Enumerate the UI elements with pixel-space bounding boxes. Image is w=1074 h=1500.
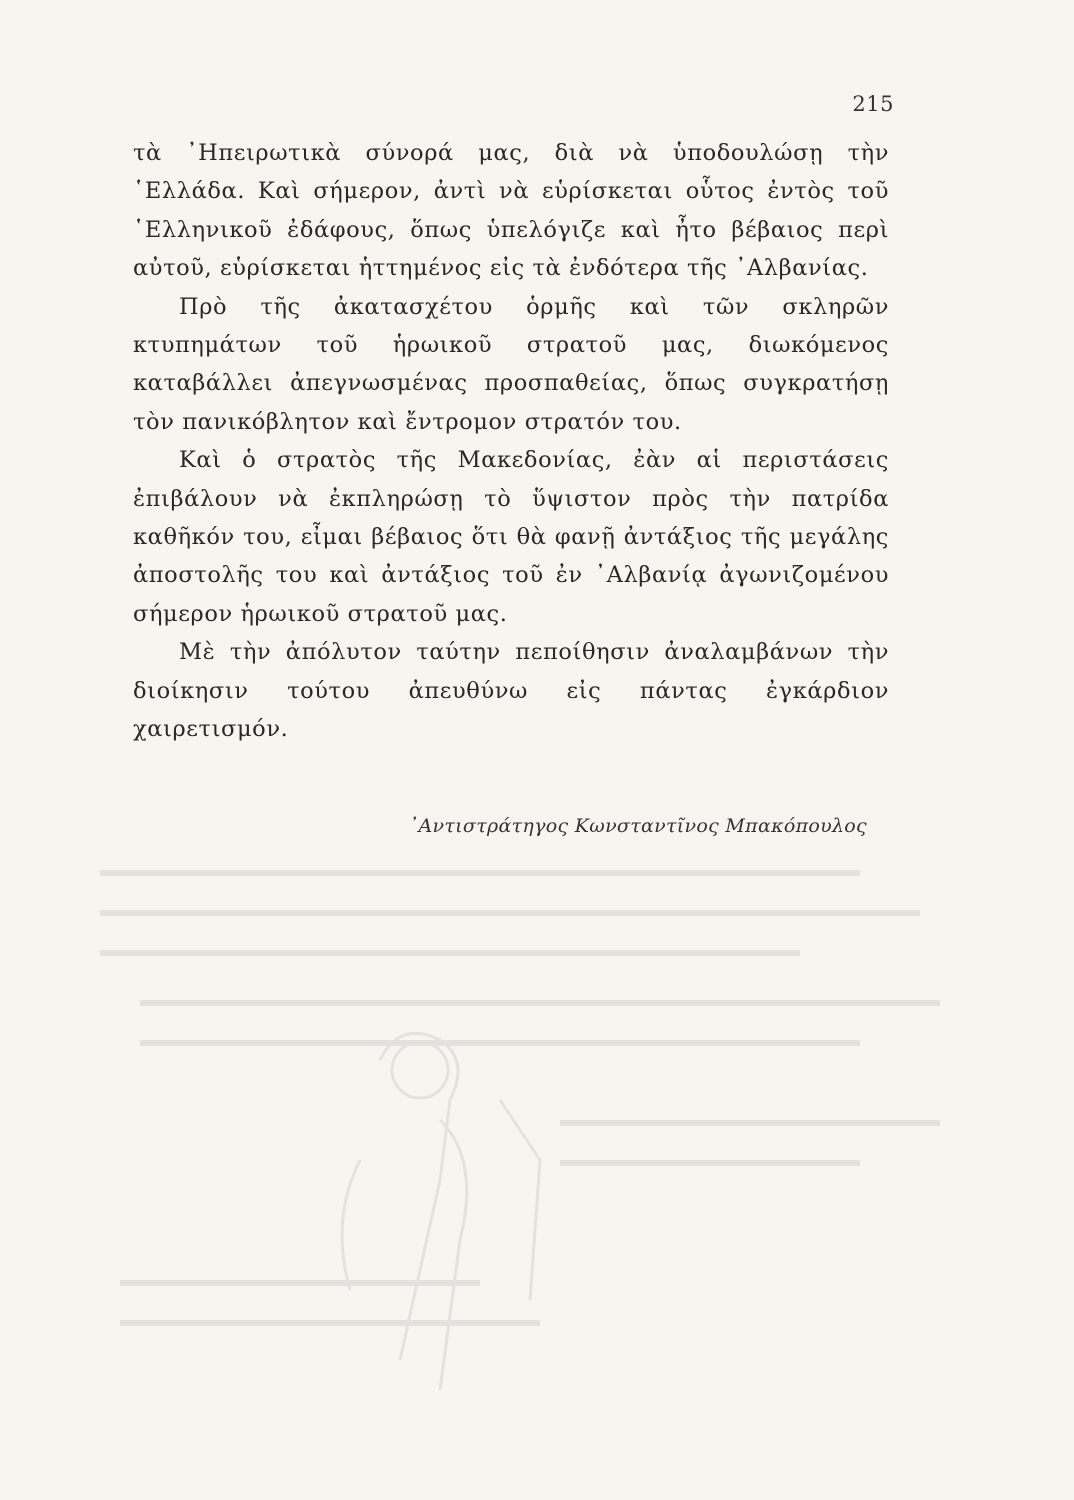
body-text	[133, 134, 889, 749]
paragraph: Μὲ τὴν ἀπόλυτον ταύτην πεποίθησιν ἀναλαμβάνων τὴν διοίκησιν τούτου ἀπευθύνω εἰς πάντας ἐγκάρδιον χαιρετισμόν.	[133, 639, 889, 743]
paragraph: Πρὸ τῆς ἀκατασχέτου ὁρμῆς καὶ τῶν σκληρῶν κτυπημάτων τοῦ ἡρωικοῦ στρατοῦ μας, διωκόμενος καταβάλλει ἀπεγνωσμένας προσπαθείας, ὅπως συγκρατήσῃ τὸν πανικόβλητον καὶ ἔντρομον στρατόν του.	[133, 293, 889, 435]
signature-line: ᾿Αντιστράτηγος Κωνσταντῖνος Μπακόπουλος	[408, 815, 867, 837]
paragraph: τὰ ᾿Ηπειρωτικὰ σύνορά μας, διὰ νὰ ὑποδουλώσῃ τὴν ῾Ελλάδα. Καὶ σήμερον, ἀντὶ νὰ εὑρίσκεται οὗτος ἐντὸς τοῦ ῾Ελληνικοῦ ἐδάφους, ὅπως ὑπελόγιζε καὶ ἦτο βέβαιος περὶ αὐτοῦ, εὑρίσκεται ἡττημένος εἰς τὰ ἐνδότερα τῆς ᾿Αλβανίας.	[133, 140, 889, 282]
show-through-illustration	[60, 860, 1020, 1420]
paragraph: Καὶ ὁ στρατὸς τῆς Μακεδονίας, ἐὰν αἱ περιστάσεις ἐπιβάλουν νὰ ἐκπληρώσῃ τὸ ὕψιστον πρὸς τὴν πατρίδα καθῆκόν του, εἶμαι βέβαιος ὅτι θὰ φανῇ ἀντάξιος τῆς μεγάλης ἀποστολῆς του καὶ ἀντάξιος τοῦ ἐν ᾿Αλβανίᾳ ἀγωνιζομένου σήμερον ἡρωικοῦ στρατοῦ μας.	[133, 447, 889, 627]
page-number: 215	[852, 92, 894, 116]
